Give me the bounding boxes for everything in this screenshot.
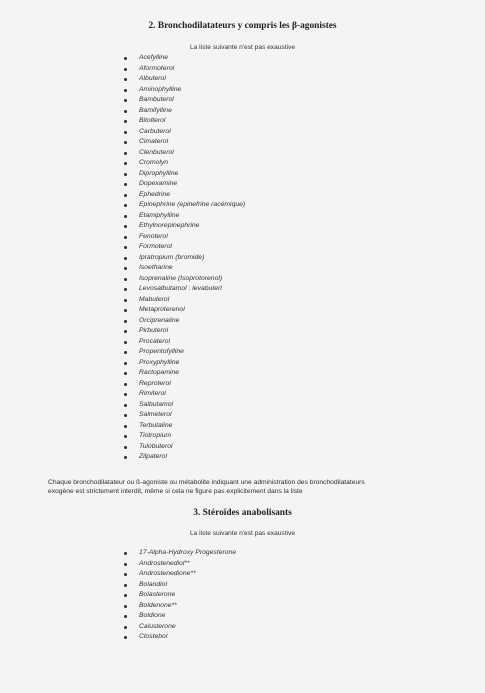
bullet-icon [124,267,127,270]
list-item [139,221,245,232]
list-item [139,158,245,169]
list-item-label: Mabuterol [139,295,170,303]
paragraph-line: exogène est strictement interdit, même si cela ne figure pas explicitement dans la liste [48,488,303,496]
list-item [139,127,245,138]
bullet-icon [124,141,127,144]
list-item-label: Ethylnorepinephrine [139,222,200,229]
bullet-icon [124,573,127,576]
list-item [139,601,236,612]
list-item [139,253,245,264]
list-item [139,590,236,601]
bullet-icon [124,456,127,459]
bullet-icon [124,194,127,197]
bullet-icon [124,605,127,608]
list-item [139,200,245,211]
list-item-label: Tiotropium [139,432,172,439]
list-item [139,284,245,295]
list-item-label: Pirbuterol [139,327,169,334]
list-item [139,337,245,348]
list-item [139,85,245,96]
bullet-icon [124,89,127,92]
list-item-label: Ephedrine [139,190,170,198]
list-item-label: Boldione [139,612,166,619]
list-item-label: Formoterol [139,243,172,250]
bullet-icon [124,309,127,312]
list-item [139,179,245,190]
list-item [139,400,245,411]
bullet-icon [124,120,127,123]
list-item-label: Rimiterol [139,390,166,397]
list-item [139,379,245,390]
list-item-label: Isoprenaline (Isoprotorenol) [139,274,223,282]
bullet-icon [124,446,127,449]
list-item [139,431,245,442]
bullet-icon [124,362,127,365]
list-item [139,368,245,379]
list-item [139,148,245,159]
list-item-label: Calusterone [139,622,176,630]
list-item-label: Tulobuterol [139,442,173,450]
bullet-icon [124,278,127,281]
list-item [139,347,245,358]
bullet-icon [124,173,127,176]
section-3-title: 3. Stéroïdes anabolisants [193,508,292,518]
bullet-icon [124,288,127,291]
list-item-label: Reproterol [139,379,171,387]
bullet-icon [124,393,127,396]
list-item-label: Androstenedione** [139,570,196,577]
list-item-label: Levosalbutamol : levabuterl [139,285,222,292]
list-item [139,452,245,463]
list-item-label: Bolandiol [139,580,167,588]
list-item [139,632,236,643]
list-item [139,442,245,453]
list-item-label: Propentofylline [139,348,184,355]
list-item-label: 17-Alpha-Hydroxy Progesterone [139,549,237,556]
list-item-label: Bolasterone [139,591,176,598]
bullet-icon [124,204,127,207]
list-item-label: Proxyphylline [139,358,180,366]
list-item-label: Ipratropium (bromide) [139,253,205,261]
list-item [139,263,245,274]
bullet-icon [124,131,127,134]
list-item [139,295,245,306]
list-item-label: Salmeterol [139,411,172,418]
list-item [139,74,245,85]
list-item-label: Aminophylline [139,85,182,93]
list-item-label: Androstenediol** [139,559,190,567]
list-item [139,548,236,559]
bullet-icon [124,78,127,81]
list-item-label: Fenoterol [139,232,168,240]
bullet-icon [124,183,127,186]
list-item [139,559,236,570]
list-item [139,316,245,327]
bullet-icon [124,246,127,249]
list-item [139,106,245,117]
list-item-label: Diprophylline [139,169,179,177]
bullet-icon [124,594,127,597]
list-item-label: Albuterol [139,75,166,82]
bullet-icon [124,57,127,60]
list-item-label: Acefylline [139,54,169,61]
bullet-icon [124,225,127,228]
bullet-icon [124,636,127,639]
list-item-label: Cromolyn [139,159,169,166]
list-item [139,421,245,432]
list-item [139,211,245,222]
list-item-label: Salbutamol [139,400,174,408]
list-item [139,190,245,201]
section-2-paragraph [48,478,448,497]
bullet-icon [124,425,127,428]
bullet-icon [124,99,127,102]
bullet-icon [124,383,127,386]
list-item [139,242,245,253]
list-item-label: Metaproterenol [139,306,185,313]
list-item-label: Etamiphylline [139,211,180,219]
list-item [139,622,236,633]
bullet-icon [124,404,127,407]
list-item-label: Zilpaterol [139,453,167,460]
bullet-icon [124,351,127,354]
bullet-icon [124,552,127,555]
bullet-icon [124,162,127,165]
list-item [139,116,245,127]
list-item [139,580,236,591]
list-item [139,137,245,148]
list-item [139,305,245,316]
section-2-title: 2. Bronchodilatateurs y compris les β-agonistes [148,21,337,31]
list-item [139,569,236,580]
list-item [139,326,245,337]
section-2-list [139,53,245,463]
list-item [139,274,245,285]
list-item-label: Isoetharine [139,264,173,271]
list-item [139,611,236,622]
bullet-icon [124,563,127,566]
bullet-icon [124,110,127,113]
list-item-label: Bitolterol [139,117,166,124]
list-item-label: Procaterol [139,337,170,345]
list-item-label: Bambuterol [139,96,174,103]
bullet-icon [124,341,127,344]
list-item-label: Epinephrine (epinefrine racémique) [139,201,246,208]
list-item-label: Terbutaline [139,421,173,429]
list-item-label: Clostebol [139,633,168,640]
bullet-icon [124,615,127,618]
list-item [139,410,245,421]
paragraph-line: Chaque bronchodilatateur ou ß-agoniste ou métabolite indiquant une administration des bronchodilatateurs [48,479,365,486]
list-item [139,358,245,369]
bullet-icon [124,320,127,323]
list-item-label: Aformoterol [139,64,175,72]
bullet-icon [124,152,127,155]
bullet-icon [124,584,127,587]
list-item-label: Ractopamine [139,369,180,376]
bullet-icon [124,236,127,239]
list-item-label: Bamifylline [139,106,172,114]
list-item-label: Orciprenaline [139,316,180,324]
bullet-icon [124,435,127,438]
list-item-label: Clenbuterol [139,148,174,156]
bullet-icon [124,414,127,417]
bullet-icon [124,330,127,333]
section-2-note: La liste suivante n'est pas exaustive [190,44,295,51]
bullet-icon [124,215,127,218]
list-item [139,169,245,180]
list-item-label: Cimaterol [139,138,169,145]
section-3-list [139,548,236,643]
list-item [139,64,245,75]
section-3-note: La liste suivante n'est pas exaustive [190,530,295,537]
list-item-label: Carbuterol [139,127,171,135]
bullet-icon [124,626,127,629]
list-item-label: Dopexamine [139,180,178,187]
bullet-icon [124,257,127,260]
list-item-label: Boldenone** [139,601,177,609]
list-item [139,95,245,106]
list-item [139,53,245,64]
list-item [139,232,245,243]
bullet-icon [124,372,127,375]
list-item [139,389,245,400]
bullet-icon [124,68,127,71]
bullet-icon [124,299,127,302]
